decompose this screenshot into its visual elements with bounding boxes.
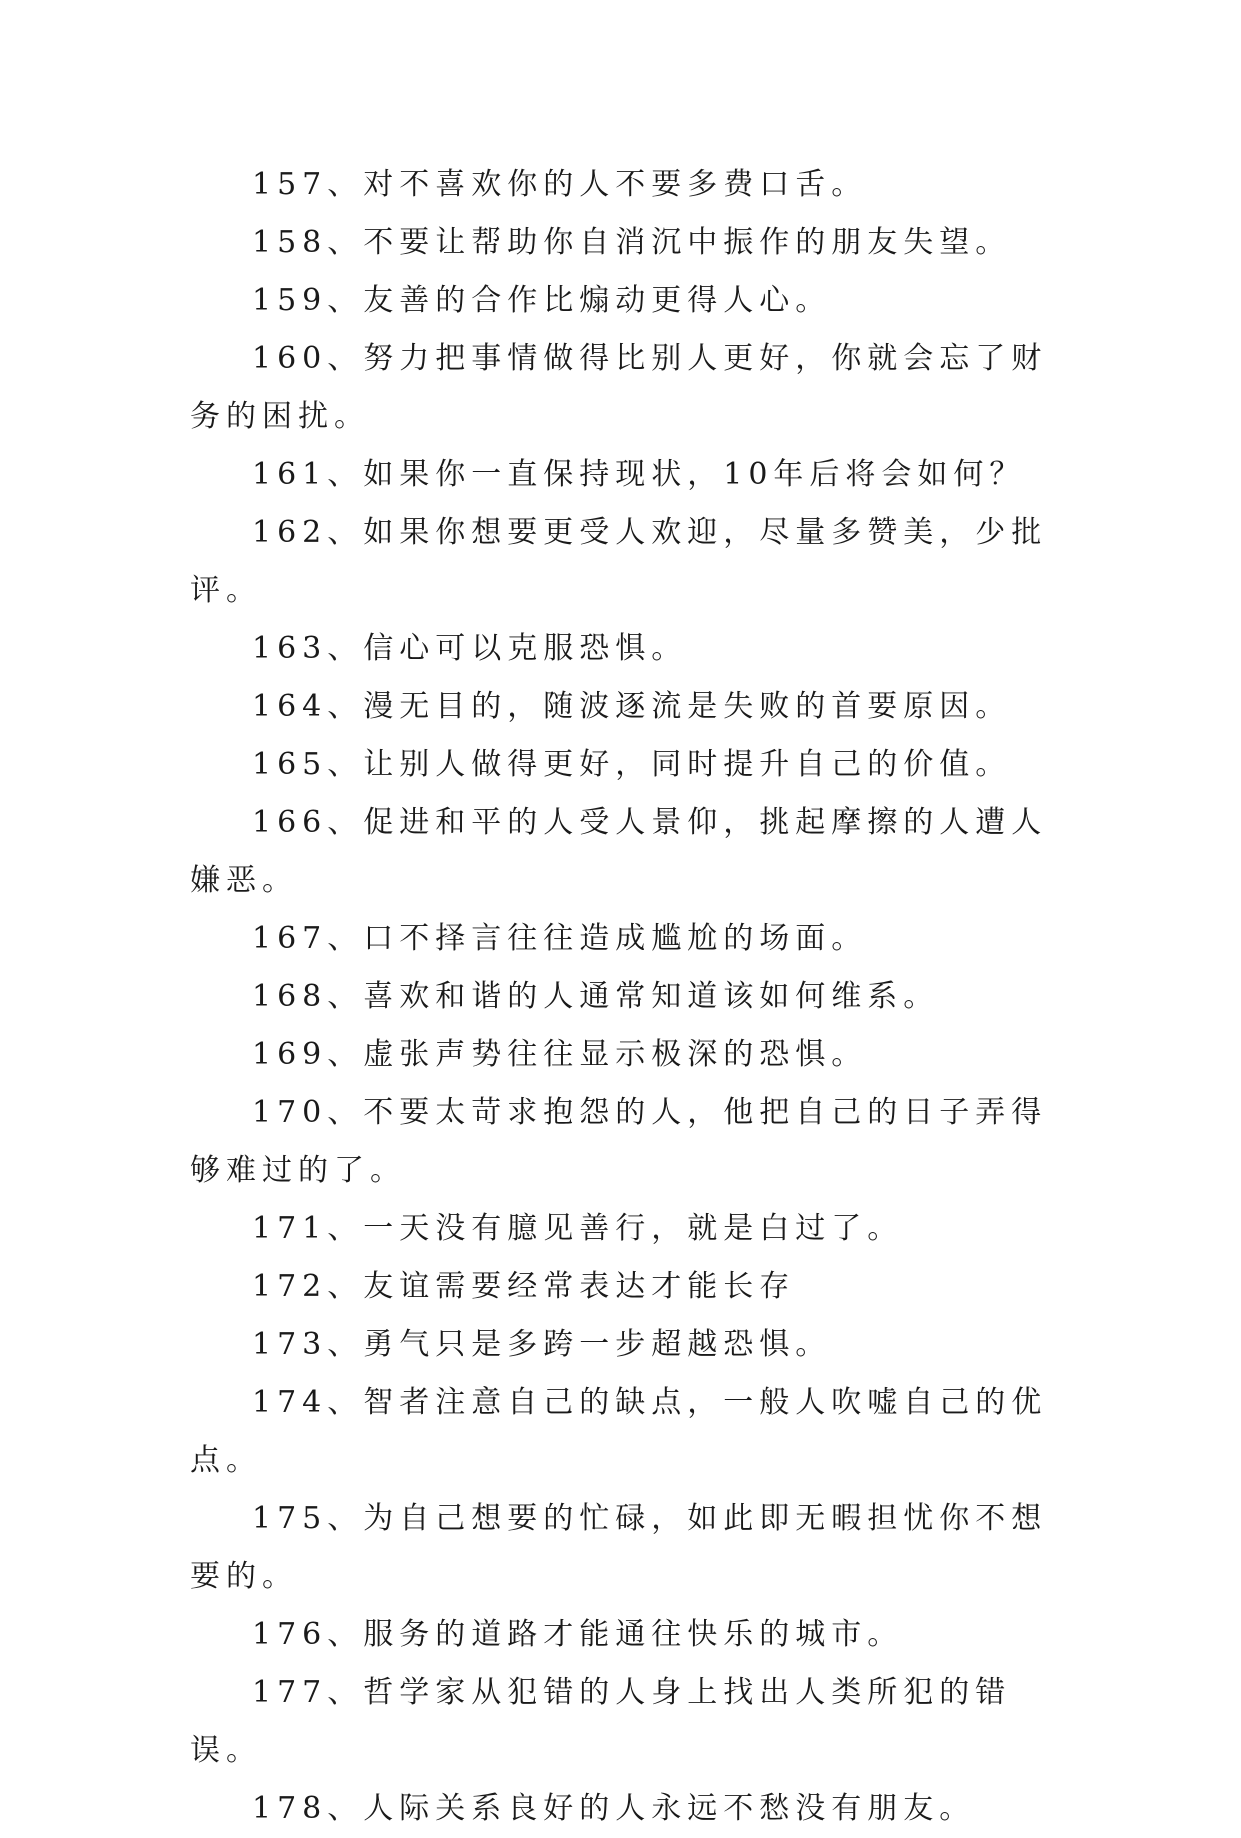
paragraph-161: 161、如果你一直保持现状，10年后将会如何？ bbox=[252, 457, 1026, 492]
paragraph-172: 172、友谊需要经常表达才能长存 bbox=[252, 1269, 796, 1304]
paragraph-167: 167、口不择言往往造成尴尬的场面。 bbox=[252, 921, 868, 956]
paragraph-162: 162、如果你想要更受人欢迎，尽量多赞美，少批评。 bbox=[190, 515, 1048, 608]
paragraph-173: 173、勇气只是多跨一步超越恐惧。 bbox=[252, 1327, 832, 1362]
paragraph-165: 165、让别人做得更好，同时提升自己的价值。 bbox=[252, 747, 1012, 782]
body-text bbox=[190, 156, 1070, 1838]
paragraph-177: 177、哲学家从犯错的人身上找出人类所犯的错误。 bbox=[190, 1675, 1012, 1768]
paragraph-163: 163、信心可以克服恐惧。 bbox=[252, 631, 688, 666]
paragraph-158: 158、不要让帮助你自消沉中振作的朋友失望。 bbox=[252, 225, 1012, 260]
paragraph-157: 157、对不喜欢你的人不要多费口舌。 bbox=[252, 167, 868, 202]
paragraph-178: 178、人际关系良好的人永远不愁没有朋友。 bbox=[252, 1791, 976, 1826]
paragraph-168: 168、喜欢和谐的人通常知道该如何维系。 bbox=[252, 979, 940, 1014]
paragraph-169: 169、虚张声势往往显示极深的恐惧。 bbox=[252, 1037, 868, 1072]
paragraph-160: 160、努力把事情做得比别人更好，你就会忘了财务的困扰。 bbox=[190, 341, 1048, 434]
paragraph-159: 159、友善的合作比煽动更得人心。 bbox=[252, 283, 832, 318]
paragraph-171: 171、一天没有臆见善行，就是白过了。 bbox=[252, 1211, 904, 1246]
paragraph-176: 176、服务的道路才能通往快乐的城市。 bbox=[252, 1617, 904, 1652]
paragraph-175: 175、为自己想要的忙碌，如此即无暇担忧你不想要的。 bbox=[190, 1501, 1048, 1594]
paragraph-174: 174、智者注意自己的缺点，一般人吹嘘自己的优点。 bbox=[190, 1385, 1048, 1478]
paragraph-166: 166、促进和平的人受人景仰，挑起摩擦的人遭人嫌恶。 bbox=[190, 805, 1048, 898]
paragraph-164: 164、漫无目的，随波逐流是失败的首要原因。 bbox=[252, 689, 1012, 724]
paragraph-170: 170、不要太苛求抱怨的人，他把自己的日子弄得够难过的了。 bbox=[190, 1095, 1048, 1188]
